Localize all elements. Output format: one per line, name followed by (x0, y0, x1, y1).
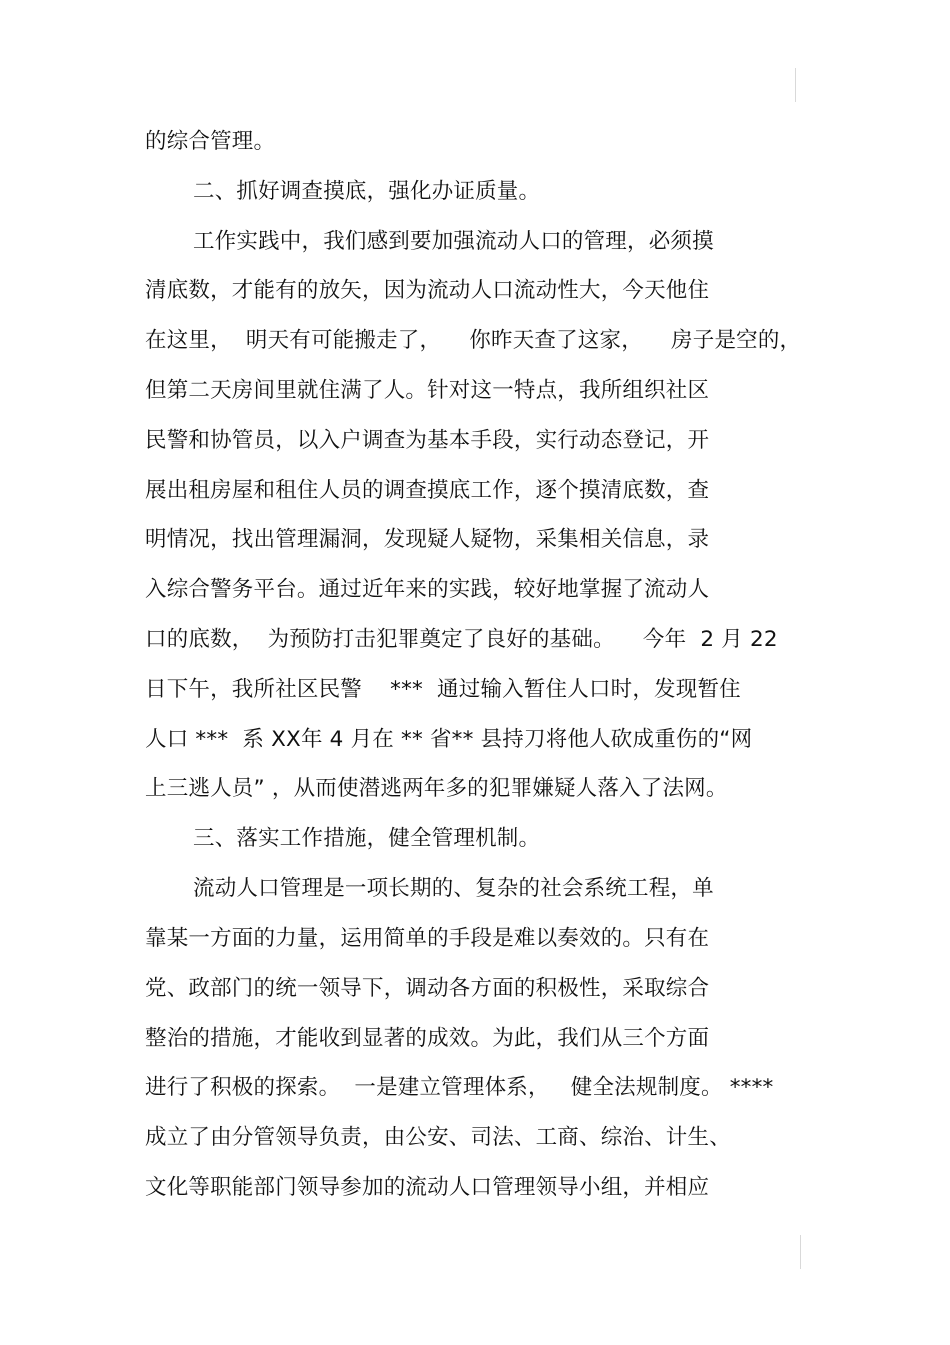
page-edge-mark-top (795, 68, 796, 102)
paragraph-3-line-2: 靠某一方面的力量，运用简单的手段是难以奏效的。只有在 (145, 926, 710, 951)
paragraph-2-line-12: 上三逃人员” ，从而使潜逃两年多的犯罪嫌疑人落入了法网。 (145, 776, 728, 801)
paragraph-2-line-5: 民警和协管员，以入户调查为基本手段，实行动态登记，开 (145, 428, 710, 453)
paragraph-3-line-5: 进行了积极的探索。 一是建立管理体系， 健全法规制度。 **** (145, 1075, 774, 1100)
paragraph-3-line-7: 文化等职能部门领导参加的流动人口管理领导小组，并相应 (145, 1175, 710, 1200)
page-edge-mark-bottom (800, 1235, 801, 1269)
paragraph-3-line-1: 流动人口管理是一项长期的、复杂的社会系统工程，单 (193, 876, 714, 901)
paragraph-2-line-11: 人口 *** 系 XX年 4 月在 ** 省** 县持刀将他人砍成重伤的“网 (145, 727, 753, 752)
paragraph-3-line-3: 党、政部门的统一领导下，调动各方面的积极性，采取综合 (145, 976, 710, 1001)
paragraph-2-line-9: 口的底数， 为预防打击犯罪奠定了良好的基础。 今年 2 月 22 (145, 627, 778, 652)
section-heading-3: 三、落实工作措施，健全管理机制。 (193, 826, 541, 851)
paragraph-2-line-2: 清底数，才能有的放矢，因为流动人口流动性大，今天他住 (145, 278, 710, 303)
paragraph-2-line-3: 在这里， 明天有可能搬走了， 你昨天查了这家， 房子是空的， (145, 328, 802, 353)
section-heading-2: 二、抓好调查摸底，强化办证质量。 (193, 179, 541, 204)
paragraph-2-line-8: 入综合警务平台。通过近年来的实践，较好地掌握了流动人 (145, 577, 710, 602)
paragraph-2-line-10: 日下午，我所社区民警 *** 通过输入暂住人口时，发现暂住 (145, 677, 741, 702)
paragraph-2-line-4: 但第二天房间里就住满了人。针对这一特点，我所组织社区 (145, 378, 710, 403)
paragraph-3-line-6: 成立了由分管领导负责，由公安、司法、工商、综治、计生、 (145, 1125, 731, 1150)
text-line-1: 的综合管理。 (145, 129, 276, 154)
paragraph-2-line-1: 工作实践中，我们感到要加强流动人口的管理，必须摸 (193, 229, 714, 254)
paragraph-2-line-7: 明情况，找出管理漏洞，发现疑人疑物，采集相关信息，录 (145, 527, 710, 552)
paragraph-3-line-4: 整治的措施，才能收到显著的成效。为此，我们从三个方面 (145, 1026, 710, 1051)
paragraph-2-line-6: 展出租房屋和租住人员的调查摸底工作，逐个摸清底数，查 (145, 478, 710, 503)
